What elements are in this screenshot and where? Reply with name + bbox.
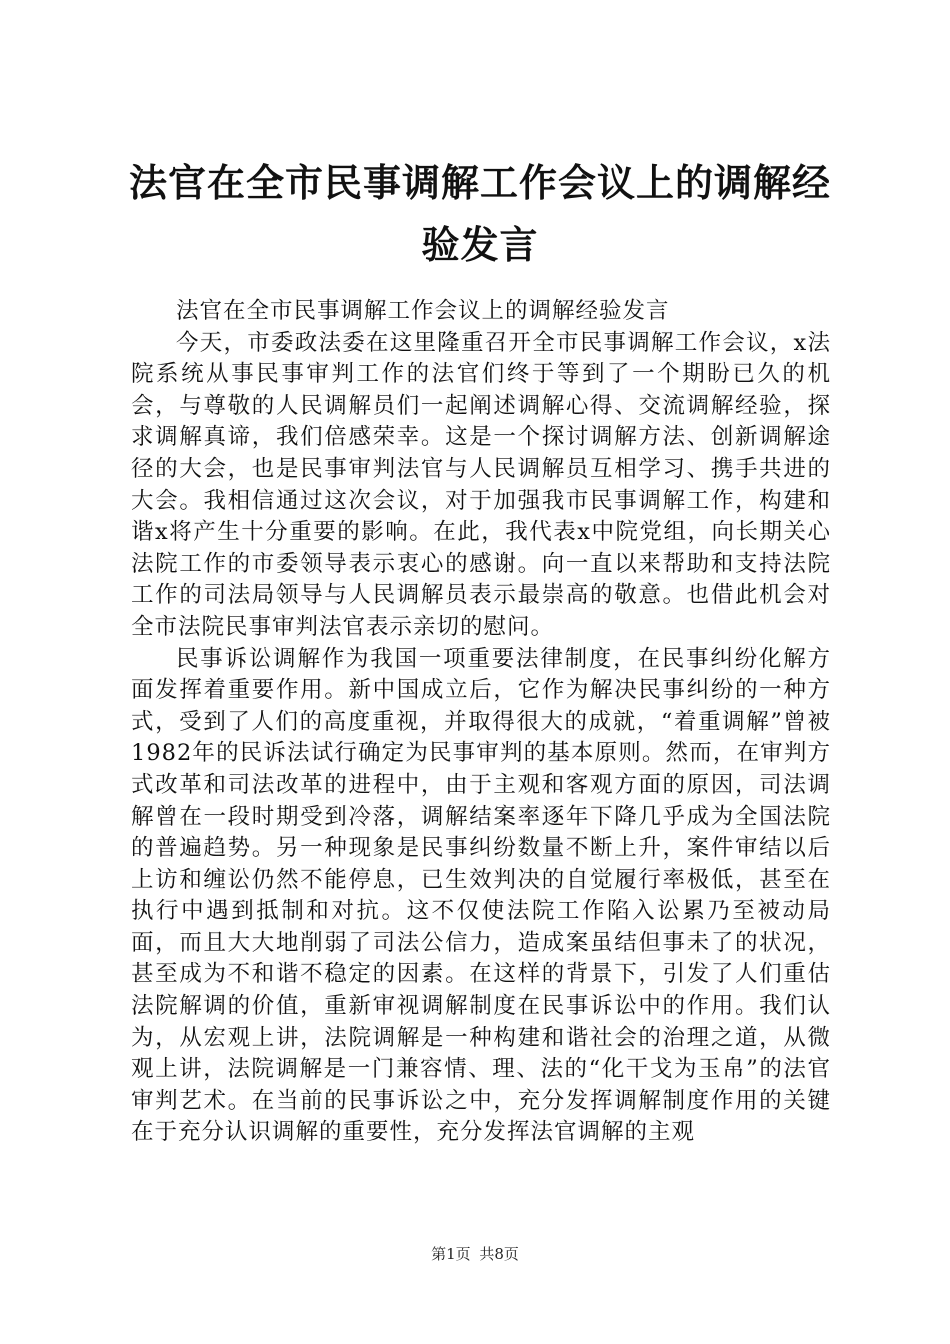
page-number: 第1页 [431, 1245, 471, 1263]
document-body [131, 296, 831, 1149]
paragraph-opening: 今天，市委政法委在这里隆重召开全市民事调解工作会议，x法院系统从事民事审判工作的法官们终于等到了一个期盼已久的机会，与尊敬的人民调解员们一起阐述调解心得、交流调解经验，探求调解真谛，我们倍感荣幸。这是一个探讨调解方法、创新调解途径的大会，也是民事审判法官与人民调解员互相学习、携手共进的大会。我相信通过这次会议，对于加强我市民事调解工作，构建和谐x将产生十分重要的影响。在此，我代表x中院党组，向长期关心法院工作的市委领导表示衷心的感谢。向一直以来帮助和支持法院工作的司法局领导与人民调解员表示最崇高的敬意。也借此机会对全市法院民事审判法官表示亲切的慰问。 [131, 329, 831, 640]
page-footer [0, 1244, 950, 1264]
document-title: 法官在全市民事调解工作会议上的调解经验发言 [128, 161, 831, 267]
page-total: 共8页 [479, 1245, 519, 1263]
paragraph-subtitle: 法官在全市民事调解工作会议上的调解经验发言 [176, 298, 670, 324]
paragraph-mediation-history: 民事诉讼调解作为我国一项重要法律制度，在民事纠纷化解方面发挥着重要作用。新中国成立后，它作为解决民事纠纷的一种方式，受到了人们的高度重视，并取得很大的成就，“着重调解”曾被1982年的民诉法试行确定为民事审判的基本原则。然而，在审判方式改革和司法改革的进程中，由于主观和客观方面的原因，司法调解曾在一段时期受到冷落，调解结案率逐年下降几乎成为全国法院的普遍趋势。另一种现象是民事纠纷数量不断上升，案件审结以后上访和缠讼仍然不能停息，已生效判决的自觉履行率极低，甚至在执行中遇到抵制和对抗。这不仅使法院工作陷入讼累乃至被动局面，而且大大地削弱了司法公信力，造成案虽结但事未了的状况，甚至成为不和谐不稳定的因素。在这样的背景下，引发了人们重估法院解调的价值，重新审视调解制度在民事诉讼中的作用。我们认为，从宏观上讲，法院调解是一种构建和谐社会的治理之道，从微观上讲，法院调解是一门兼容情、理、法的“化干戈为玉帛”的法官审判艺术。在当前的民事诉讼之中，充分发挥调解制度作用的关键在于充分认识调解的重要性，充分发挥法官调解的主观 [131, 645, 831, 1146]
